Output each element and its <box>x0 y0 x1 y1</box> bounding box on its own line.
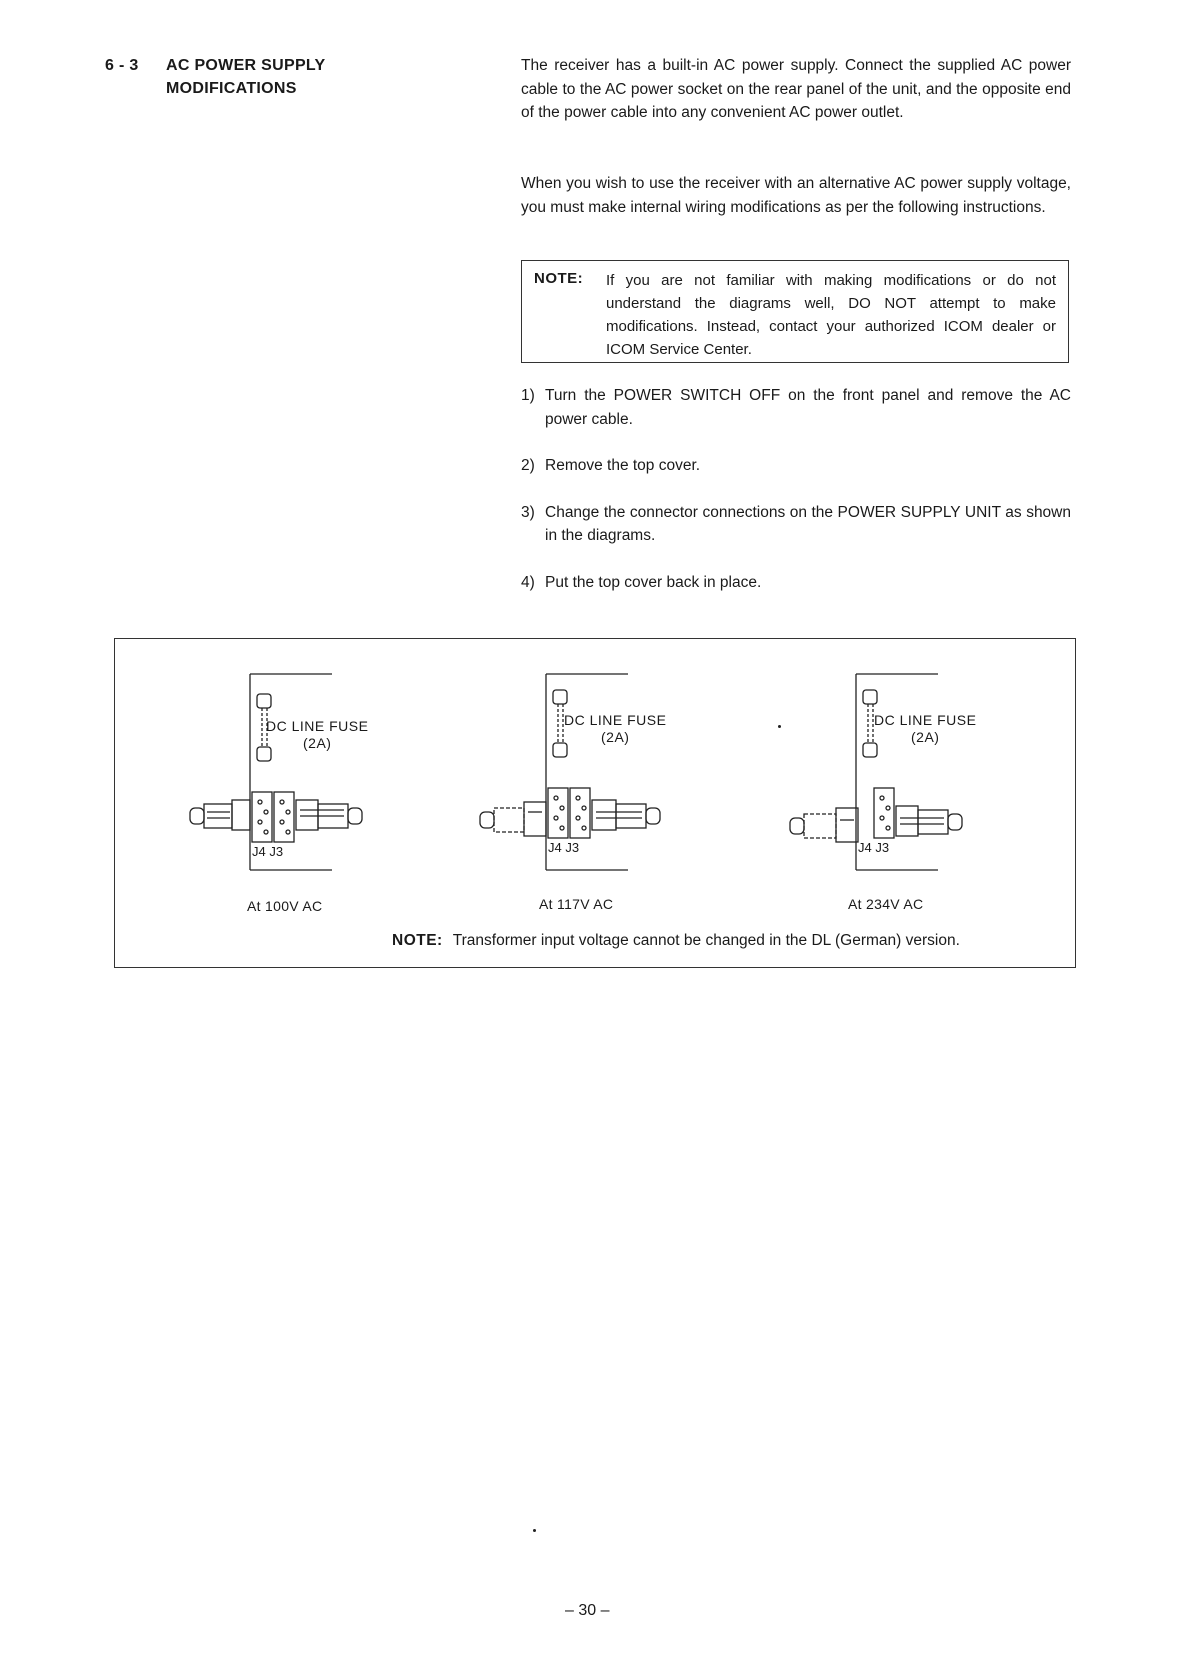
page-number: – 30 – <box>565 1602 610 1619</box>
fuse-label <box>266 718 368 752</box>
connector-labels: J4 J3 <box>252 844 284 859</box>
step-item <box>521 571 1071 595</box>
fuse-label-text: DC LINE FUSE <box>266 718 369 734</box>
instruction-steps <box>521 384 1071 617</box>
intro-paragraph: The receiver has a built-in AC power supply. Connect the supplied AC power cable to the AC power socket on the rear panel of the unit, and the opposite end of the power cable into any convenient AC power outlet. <box>521 57 1071 121</box>
step-item <box>521 454 1071 478</box>
step-number: 2) <box>521 457 535 474</box>
note-label: NOTE: <box>534 270 584 287</box>
section-title-line2: MODIFICATIONS <box>166 80 297 97</box>
step-number: 3) <box>521 503 535 521</box>
fuse-label-text: DC LINE FUSE <box>874 712 977 728</box>
note-text: If you are not familiar with making modifications or do not understand the diagrams well, DO NOT attempt to make modifications. Instead, contact your authorized ICOM dealer or ICOM Service Center. <box>606 272 1056 358</box>
diagram-234v <box>788 672 1028 872</box>
diagram-100v <box>182 672 422 872</box>
fuse-rating-text: (2A) <box>601 729 630 745</box>
diagram-117v <box>478 672 718 872</box>
step-text: Put the top cover back in place. <box>545 573 762 591</box>
step-item <box>521 501 1071 548</box>
diagram-note <box>392 932 960 950</box>
print-speck <box>533 1529 536 1532</box>
step-text: Turn the POWER SWITCH OFF on the front panel and remove the AC power cable. <box>545 387 1071 428</box>
print-speck <box>778 725 781 728</box>
fuse-rating-text: (2A) <box>303 735 332 751</box>
caption-117v: At 117V AC <box>539 896 614 912</box>
step-text: Change the connector connections on the POWER SUPPLY UNIT as shown in the diagrams. <box>545 503 1071 544</box>
fuse-label-text: DC LINE FUSE <box>564 712 667 728</box>
note-box <box>521 260 1069 363</box>
diagram-note-text: Transformer input voltage cannot be changed in the DL (German) version. <box>452 932 960 949</box>
fuse-rating-text: (2A) <box>911 729 940 745</box>
section-title <box>166 54 326 100</box>
connector-diagram-100v-drawing <box>182 672 422 872</box>
step-number: 4) <box>521 573 535 591</box>
step-text: Remove the top cover. <box>545 457 701 474</box>
section-title-line1: AC POWER SUPPLY <box>166 57 326 74</box>
fuse-label <box>874 712 976 746</box>
diagram-note-label: NOTE: <box>392 932 443 949</box>
connector-labels: J4 J3 <box>858 840 890 855</box>
connector-diagram-117v-drawing <box>478 672 718 872</box>
caption-234v: At 234V AC <box>848 896 924 912</box>
connector-diagram-234v-drawing <box>788 672 1028 872</box>
connector-labels: J4 J3 <box>548 840 580 855</box>
step-number: 1) <box>521 387 535 404</box>
fuse-label <box>564 712 666 746</box>
voltage-paragraph: When you wish to use the receiver with an alternative AC power supply voltage, you must make internal wiring modifications as per the following instructions. <box>521 175 1071 216</box>
step-item <box>521 384 1071 431</box>
caption-100v: At 100V AC <box>247 898 323 914</box>
section-number: 6 - 3 <box>105 57 139 74</box>
